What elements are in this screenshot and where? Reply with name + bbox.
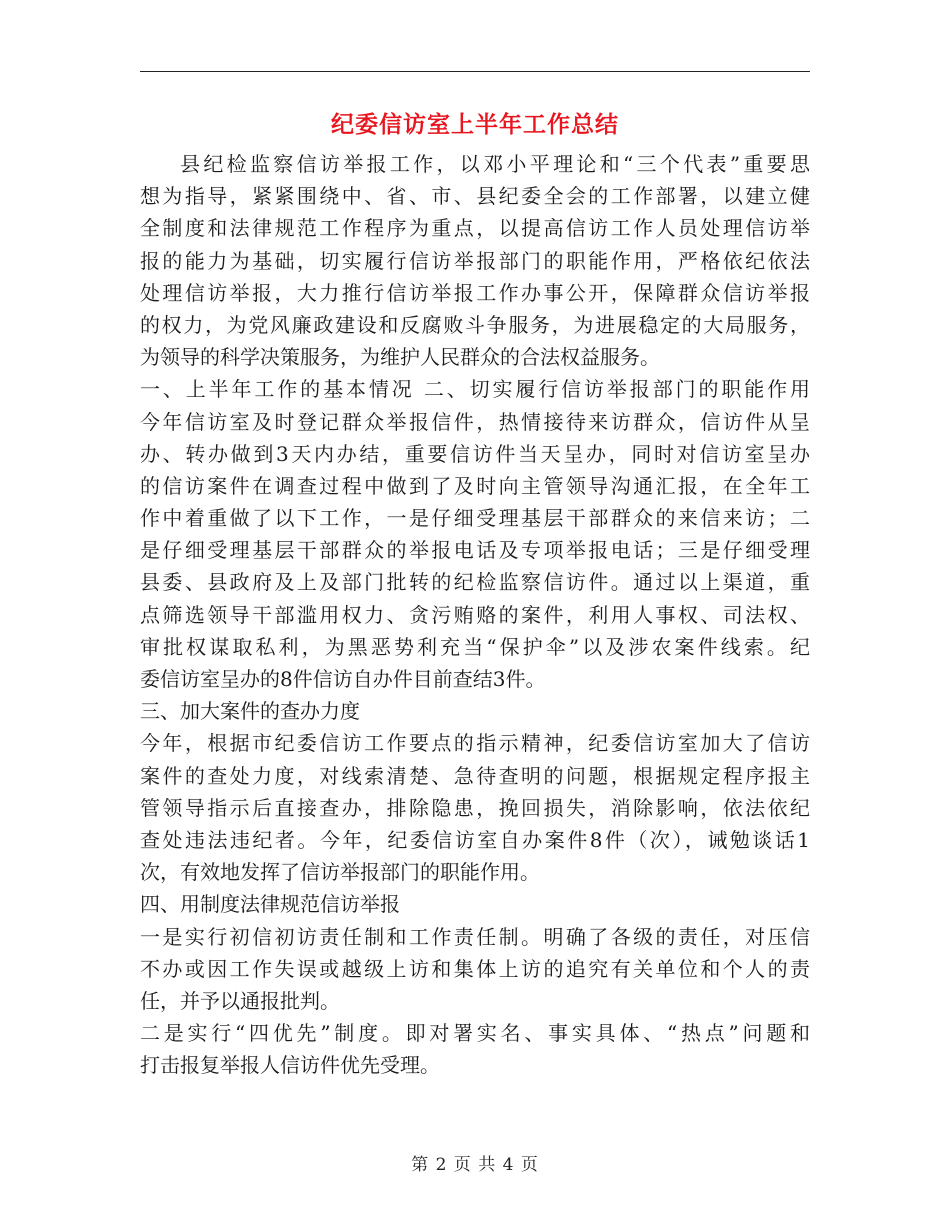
paragraph-line: 次，有效地发挥了信访举报部门的职能作用。 [140, 860, 540, 885]
paragraph-line: 查处违法违纪者。今年，纪委信访室自办案件8件（次），诫勉谈话1 [140, 827, 810, 852]
page-number-footer: 第 2 页 共 4 页 [411, 1155, 539, 1175]
section-heading: 四、用制度法律规范信访举报 [140, 892, 400, 917]
paragraph-line: 县纪检监察信访举报工作，以邓小平理论和“三个代表”重要思 [180, 152, 810, 176]
paragraph-line: 处理信访举报，大力推行信访举报工作办事公开，保障群众信访举报 [140, 280, 810, 305]
paragraph-line: 县委、县政府及上及部门批转的纪检监察信访件。通过以上渠道，重 [140, 570, 810, 595]
section-heading: 一、上半年工作的基本情况 二、切实履行信访举报部门的职能作用 [140, 377, 810, 402]
paragraph-line: 今年，根据市纪委信访工作要点的指示精神，纪委信访室加大了信访 [140, 731, 810, 756]
header-rule [140, 71, 810, 72]
paragraph-line: 报的能力为基础，切实履行信访举报部门的职能作用，严格依纪依法 [140, 248, 810, 273]
paragraph-line: 点筛选领导干部滥用权力、贪污贿赂的案件，利用人事权、司法权、 [140, 602, 810, 627]
paragraph-line: 不办或因工作失误或越级上访和集体上访的追究有关单位和个人的责 [140, 956, 810, 981]
paragraph-line: 任，并予以通报批判。 [140, 988, 340, 1013]
paragraph-line: 全制度和法律规范工作程序为重点，以提高信访工作人员处理信访举 [140, 216, 810, 241]
document-body [140, 148, 810, 1081]
paragraph-line: 办、转办做到3天内办结，重要信访件当天呈办，同时对信访室呈办 [140, 441, 810, 466]
paragraph-line: 今年信访室及时登记群众举报信件，热情接待来访群众，信访件从呈 [140, 409, 810, 434]
document-title: 纪委信访室上半年工作总结 [331, 111, 619, 138]
paragraph-line: 作中着重做了以下工作，一是仔细受理基层干部群众的来信来访；二 [140, 506, 810, 531]
paragraph-line: 管领导指示后直接查办，排除隐患，挽回损失，消除影响，依法依纪 [140, 795, 810, 820]
paragraph-line: 打击报复举报人信访件优先受理。 [140, 1053, 440, 1078]
paragraph-line: 审批权谋取私利，为黑恶势利充当“保护伞”以及涉农案件线索。纪 [140, 634, 810, 659]
paragraph-line: 的信访案件在调查过程中做到了及时向主管领导沟通汇报，在全年工 [140, 473, 810, 498]
paragraph-line: 二是实行“四优先”制度。即对署实名、事实具体、“热点”问题和 [140, 1021, 810, 1046]
section-heading: 三、加大案件的查办力度 [140, 699, 360, 724]
paragraph-line: 是仔细受理基层干部群众的举报电话及专项举报电话；三是仔细受理 [140, 538, 810, 563]
paragraph-line: 为领导的科学决策服务，为维护人民群众的合法权益服务。 [140, 345, 660, 370]
paragraph-line: 案件的查处力度，对线索清楚、急待查明的问题，根据规定程序报主 [140, 763, 810, 788]
paragraph-line: 想为指导，紧紧围绕中、省、市、县纪委全会的工作部署，以建立健 [140, 184, 810, 209]
paragraph-line: 一是实行初信初访责任制和工作责任制。明确了各级的责任，对压信 [140, 924, 810, 949]
paragraph-line: 委信访室呈办的8件信访自办件目前查结3件。 [140, 667, 546, 691]
paragraph-line: 的权力，为党风廉政建设和反腐败斗争服务，为进展稳定的大局服务， [140, 312, 810, 337]
